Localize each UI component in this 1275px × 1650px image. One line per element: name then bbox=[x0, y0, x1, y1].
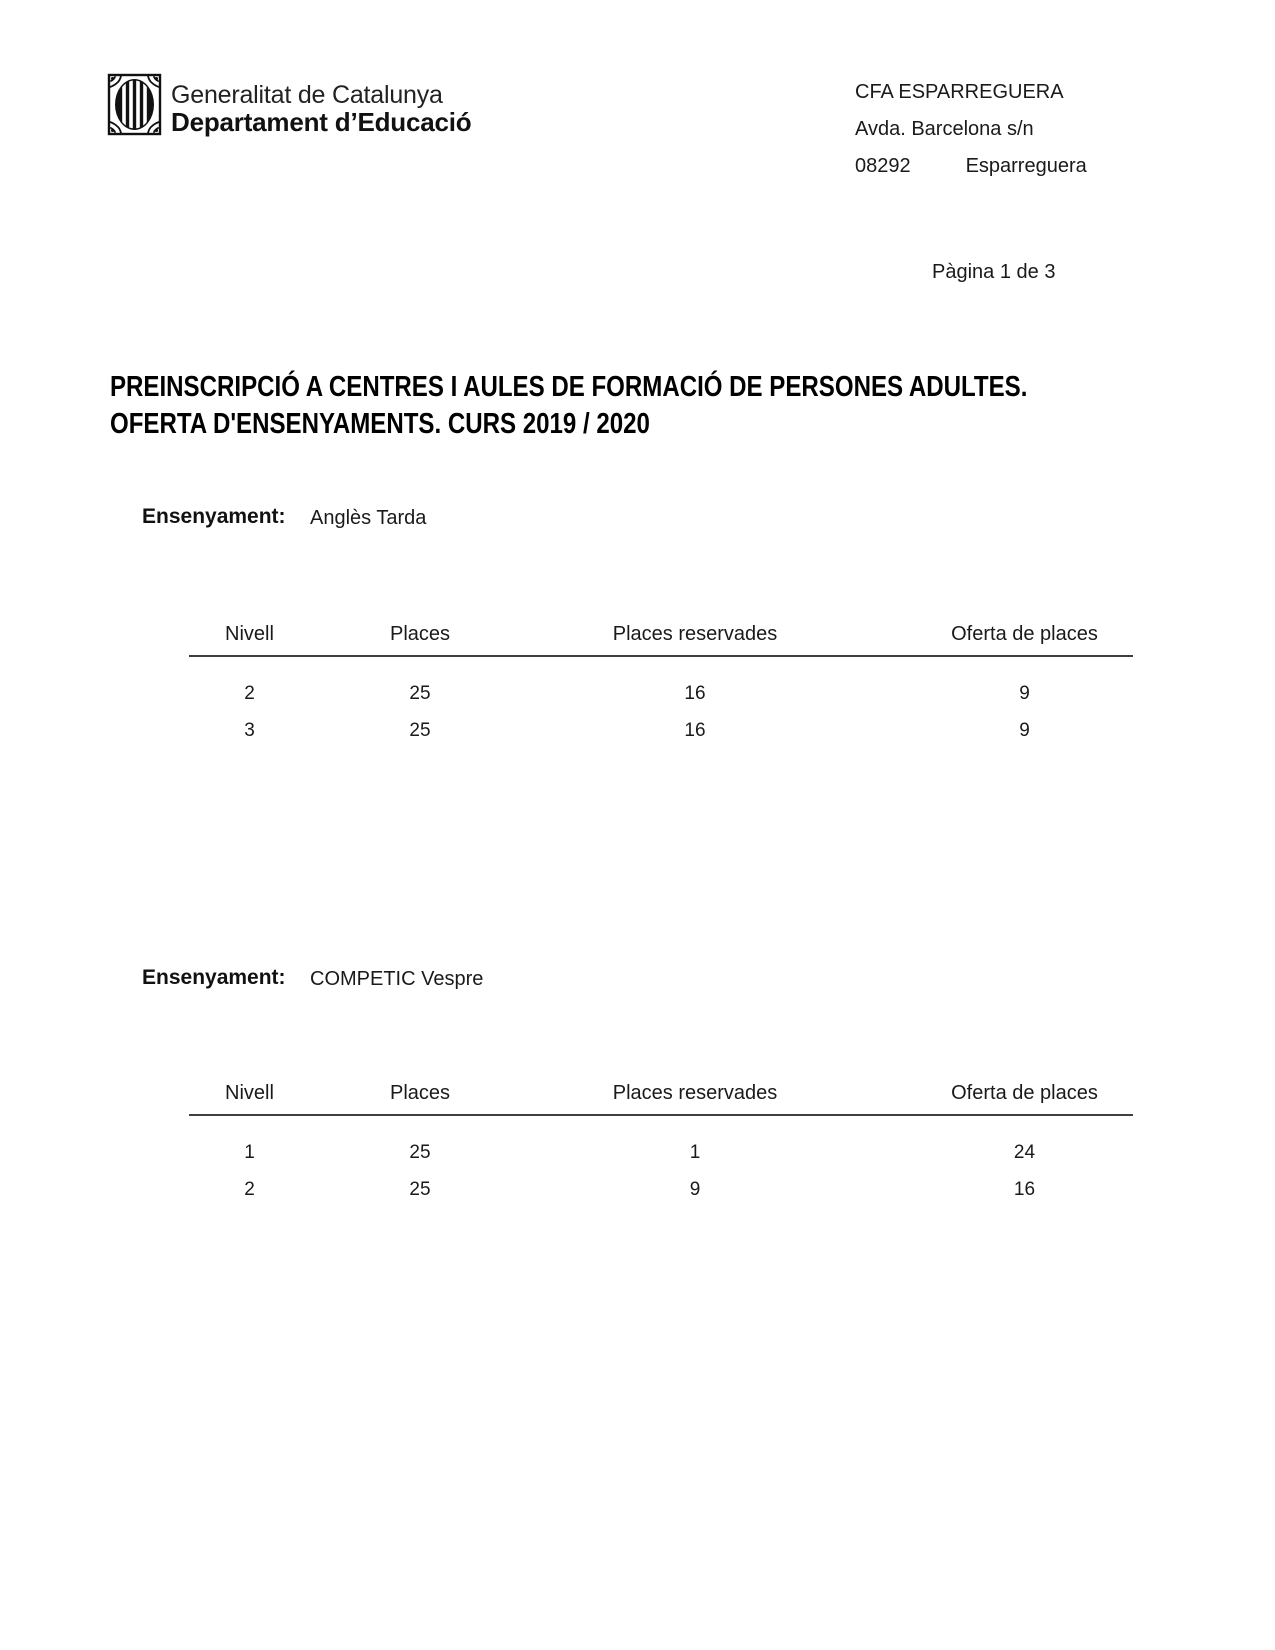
center-postal-city bbox=[855, 148, 1087, 185]
column-header-places: Places bbox=[389, 1082, 451, 1104]
column-header-oferta-de-places: Oferta de places bbox=[951, 1082, 1098, 1104]
offer-table-competic-vespre bbox=[189, 1081, 1133, 1208]
cell-places-reservades: 9 bbox=[689, 1178, 701, 1200]
center-address: Avda. Barcelona s/n bbox=[855, 118, 1034, 140]
cell-nivell: 1 bbox=[244, 1141, 255, 1163]
cell-places: 25 bbox=[409, 682, 431, 704]
cell-nivell: 2 bbox=[244, 1178, 255, 1200]
cell-nivell: 3 bbox=[244, 719, 255, 741]
org-name: Generalitat de Catalunya bbox=[171, 81, 443, 109]
offer-table-angles-tarda bbox=[189, 622, 1133, 749]
cell-oferta-de-places: 24 bbox=[1013, 1141, 1036, 1163]
generalitat-seal-icon bbox=[107, 73, 162, 136]
ensenyament-label: Ensenyament: bbox=[142, 505, 286, 528]
ensenyament-row-2 bbox=[142, 966, 484, 990]
table-header-row bbox=[189, 1081, 1133, 1105]
column-header-places: Places bbox=[389, 623, 451, 645]
center-name: CFA ESPARREGUERA bbox=[855, 81, 1064, 103]
column-header-places-reservades: Places reservades bbox=[612, 1082, 778, 1104]
cell-nivell: 2 bbox=[244, 682, 255, 704]
cell-oferta-de-places: 9 bbox=[1019, 682, 1030, 704]
ensenyament-value: Anglès Tarda bbox=[310, 507, 427, 529]
org-department: Departament d’Educació bbox=[171, 107, 472, 137]
table-row bbox=[189, 675, 1133, 712]
page-indicator: Pàgina 1 de 3 bbox=[932, 261, 1056, 283]
table-body bbox=[189, 657, 1133, 749]
document-title-line-1: PREINSCRIPCIÓ A CENTRES I AULES DE FORMACIÓ DE PERSONES ADULTES. bbox=[110, 371, 1028, 403]
center-city: Esparreguera bbox=[965, 155, 1087, 177]
column-header-oferta-de-places: Oferta de places bbox=[951, 623, 1098, 645]
document-title bbox=[110, 369, 1027, 443]
ensenyament-row-1 bbox=[142, 505, 427, 529]
table-row bbox=[189, 712, 1133, 749]
table-row bbox=[189, 1134, 1133, 1171]
org-wordmark bbox=[171, 82, 471, 136]
cell-places-reservades: 16 bbox=[684, 719, 706, 741]
table-header-row bbox=[189, 622, 1133, 646]
cell-places-reservades: 1 bbox=[689, 1141, 701, 1163]
center-info-block bbox=[855, 74, 1087, 185]
column-header-places-reservades: Places reservades bbox=[612, 623, 778, 645]
table-body bbox=[189, 1116, 1133, 1208]
document-title-line-2: OFERTA D'ENSENYAMENTS. CURS 2019 / 2020 bbox=[110, 408, 650, 440]
center-postal-code: 08292 bbox=[855, 155, 911, 177]
cell-oferta-de-places: 16 bbox=[1013, 1178, 1036, 1200]
column-header-nivell: Nivell bbox=[225, 1082, 274, 1104]
cell-places: 25 bbox=[409, 1178, 431, 1200]
cell-places: 25 bbox=[409, 719, 431, 741]
ensenyament-value: COMPETIC Vespre bbox=[310, 968, 484, 990]
cell-places-reservades: 16 bbox=[684, 682, 706, 704]
cell-places: 25 bbox=[409, 1141, 431, 1163]
cell-oferta-de-places: 9 bbox=[1019, 719, 1030, 741]
column-header-nivell: Nivell bbox=[225, 623, 274, 645]
ensenyament-label: Ensenyament: bbox=[142, 966, 286, 989]
table-row bbox=[189, 1171, 1133, 1208]
